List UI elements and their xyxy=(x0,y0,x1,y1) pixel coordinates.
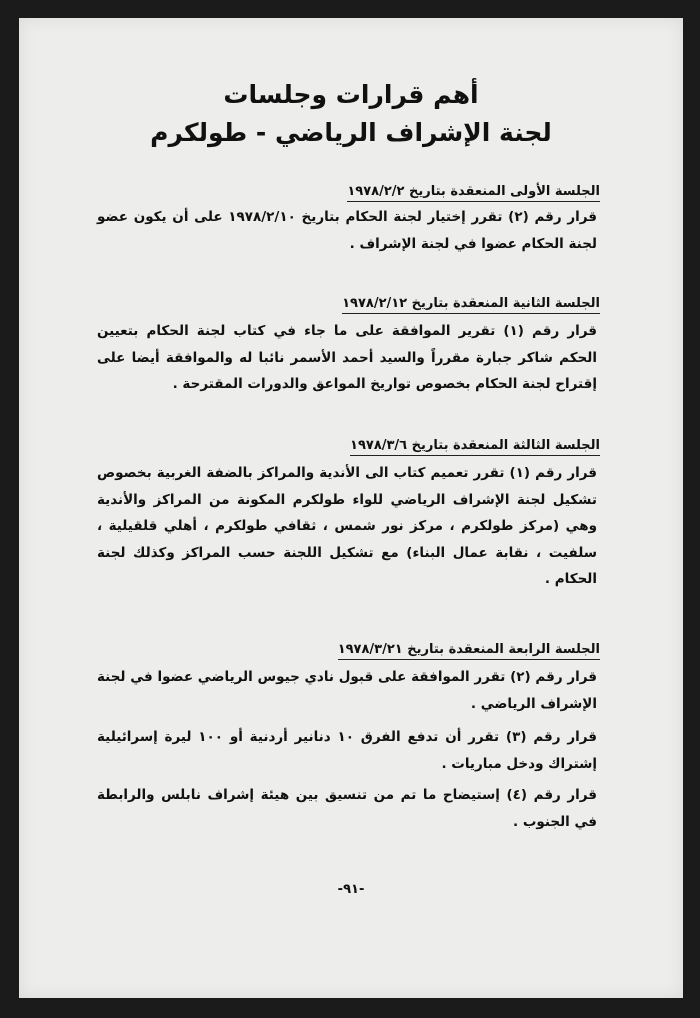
session-4-decision-4: قرار رقم (٤) إستيضاح ما تم من تنسيق بين هيئة إشراف نابلس والرابطة في الجنوب . xyxy=(97,787,598,830)
document-page xyxy=(19,18,683,998)
session-1-decision-2: قرار رقم (٢) تقرر إختيار لجنة الحكام بتاريخ ١٩٧٨/٢/١٠ على أن يكون عضو لجنة الحكام عضوا في لجنة الإشراف . xyxy=(97,209,598,252)
session-2-decision-1: قرار رقم (١) تقرير الموافقة على ما جاء في كتاب لجنة الحكام بتعيين الحكم شاكر جبارة مقرراً والسيد أحمد الأسمر نائبا له والموافقة أيضا على إقتراح لجنة الحكام بخصوص تواريخ المواعق والدورات المقترحة . xyxy=(97,323,597,392)
page-number: -٩١- xyxy=(337,882,365,897)
session-1-heading: الجلسة الأولى المنعقدة بتاريخ ١٩٧٨/٢/٢ xyxy=(347,184,600,202)
session-3-heading: الجلسة الثالثة المنعقدة بتاريخ ١٩٧٨/٣/٦ xyxy=(350,438,600,456)
document-title-line-2: لجنة الإشراف الرياضي - طولكرم xyxy=(150,118,552,147)
session-3-decision-1: قرار رقم (١) تقرر تعميم كتاب الى الأندية والمراكز بالضفة الغربية بخصوص تشكيل لجنة الإشراف الرياضي للواء طولكرم المكونة من المراكز والأندية وهي (مركز طولكرم ، مركز نور شمس ، ثقافي طولكرم ، أهلي قلقيلية ، سلفيت ، نقابة عمال البناء) مع تشكيل اللجنة حسب المراكز وكذلك لجنة الحكام . xyxy=(97,465,598,587)
session-2-heading: الجلسة الثانية المنعقدة بتاريخ ١٩٧٨/٢/١٢ xyxy=(342,296,600,314)
session-4-heading: الجلسة الرابعة المنعقدة بتاريخ ١٩٧٨/٣/٢١ xyxy=(338,642,600,660)
session-4-decision-2: قرار رقم (٢) تقرر الموافقة على قبول نادي جيوس الرياضي عضوا في لجنة الإشراف الرياضي . xyxy=(97,669,598,712)
document-title-line-1: أهم قرارات وجلسات xyxy=(223,80,479,109)
session-4-decision-3: قرار رقم (٣) تقرر أن تدفع الفرق ١٠ دنانير أردنية أو ١٠٠ ليرة إسرائيلية إشتراك ودخل مباريات . xyxy=(97,729,597,772)
